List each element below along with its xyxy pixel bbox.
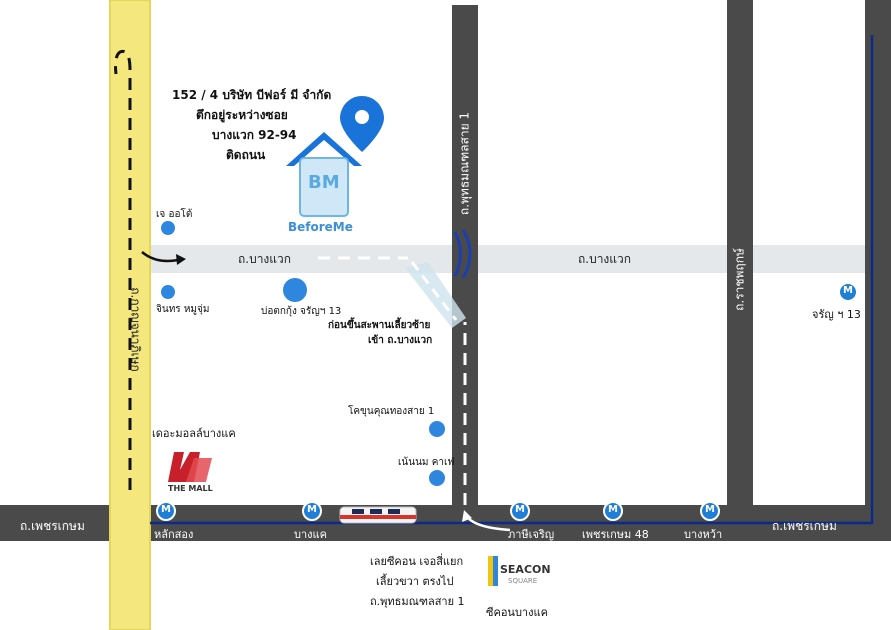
train-icon — [340, 507, 416, 523]
landmark-khonnumkun: โคขุนคุณทองสาย 1 — [348, 406, 435, 417]
landmark-seacon: ซีคอนบางแค — [486, 606, 548, 619]
location-pin-hole — [355, 110, 369, 124]
address-line-4: ติดถนน — [226, 148, 266, 162]
landmark-dot-khonnumkun — [429, 421, 445, 437]
metro-symbol: M — [161, 504, 171, 515]
station-label-phetkasem-48: เพชรเกษม 48 — [582, 528, 649, 541]
the-mall-logo-text: THE MALL — [168, 484, 213, 493]
seacon-logo-main: SEACON — [500, 563, 551, 576]
address-line-2: ตึกอยู่ระหว่างซอย — [196, 108, 288, 122]
road-label-ratchaphruek: ถ.ราชพฤกษ์ — [732, 248, 747, 311]
landmark-dot-pond — [283, 278, 307, 302]
logo-text: BeforeMe — [288, 220, 353, 234]
road-phutthamonthon-1 — [452, 5, 478, 505]
road-label-bang-waek-left: ถ.บางแวก — [238, 252, 292, 266]
road-label-phetkasem-left: ถ.เพชรเกษม — [20, 519, 85, 533]
logo-monogram: BM — [308, 172, 340, 193]
landmark-dot-nenom — [429, 470, 445, 486]
road-label-kanchanaphisek: ถ.กาญจนาภิเษก — [128, 287, 143, 372]
station-label-charan-13: จรัญ ฯ 13 — [812, 308, 861, 321]
road-label-bang-waek-right: ถ.บางแวก — [578, 252, 632, 266]
road-right-edge — [865, 0, 891, 540]
landmark-nenom-cafe: เน้นนม คาเฟ่ — [398, 457, 455, 468]
direction-seacon-3: ถ.พุทธมณฑลสาย 1 — [370, 595, 465, 608]
landmark-chinthorn: จินทร หมูจุ่ม — [156, 304, 210, 315]
landmark-dot-j-auto — [161, 221, 175, 235]
station-label-phasi-charoen: ภาษีเจริญ — [508, 528, 555, 541]
seacon-logo-sub: SQUARE — [508, 577, 538, 585]
the-mall-logo-icon — [168, 452, 212, 482]
road-label-phutthamonthon-1: ถ.พุทธมณฑลสาย 1 — [457, 111, 472, 216]
direction-seacon-1: เลยซีคอน เจอสี่แยก — [370, 555, 464, 568]
direction-before-bridge-1: ก่อนขึ้นสะพานเลี้ยวซ้าย — [328, 320, 431, 331]
road-label-phetkasem-right: ถ.เพชรเกษม — [772, 519, 837, 533]
metro-symbol: M — [608, 504, 618, 515]
address-line-3: บางแวก 92-94 — [212, 128, 297, 142]
landmark-j-auto: เจ ออโต้ — [156, 209, 193, 220]
seacon-logo-bar-yellow — [488, 556, 493, 586]
metro-symbol: M — [705, 504, 715, 515]
metro-symbol: M — [307, 504, 317, 515]
landmark-dot-chinthorn — [161, 285, 175, 299]
direction-seacon-2: เลี้ยวขวา ตรงไป — [376, 575, 454, 588]
station-label-lak-song: หลักสอง — [154, 528, 194, 541]
landmark-pond: บ่อตกกุ้ง จรัญฯ 13 — [261, 306, 342, 317]
metro-symbol: M — [515, 504, 525, 515]
landmark-the-mall: เดอะมอลล์บางแค — [152, 427, 236, 440]
metro-symbol: M — [843, 285, 853, 296]
direction-before-bridge-2: เข้า ถ.บางแวก — [368, 335, 433, 346]
station-label-bang-khae: บางแค — [294, 528, 327, 541]
station-label-bang-wa: บางหว้า — [684, 528, 723, 541]
seacon-logo-bar-blue — [493, 556, 498, 586]
address-line-1: 152 / 4 บริษัท บีฟอร์ มี จำกัด — [172, 88, 332, 102]
